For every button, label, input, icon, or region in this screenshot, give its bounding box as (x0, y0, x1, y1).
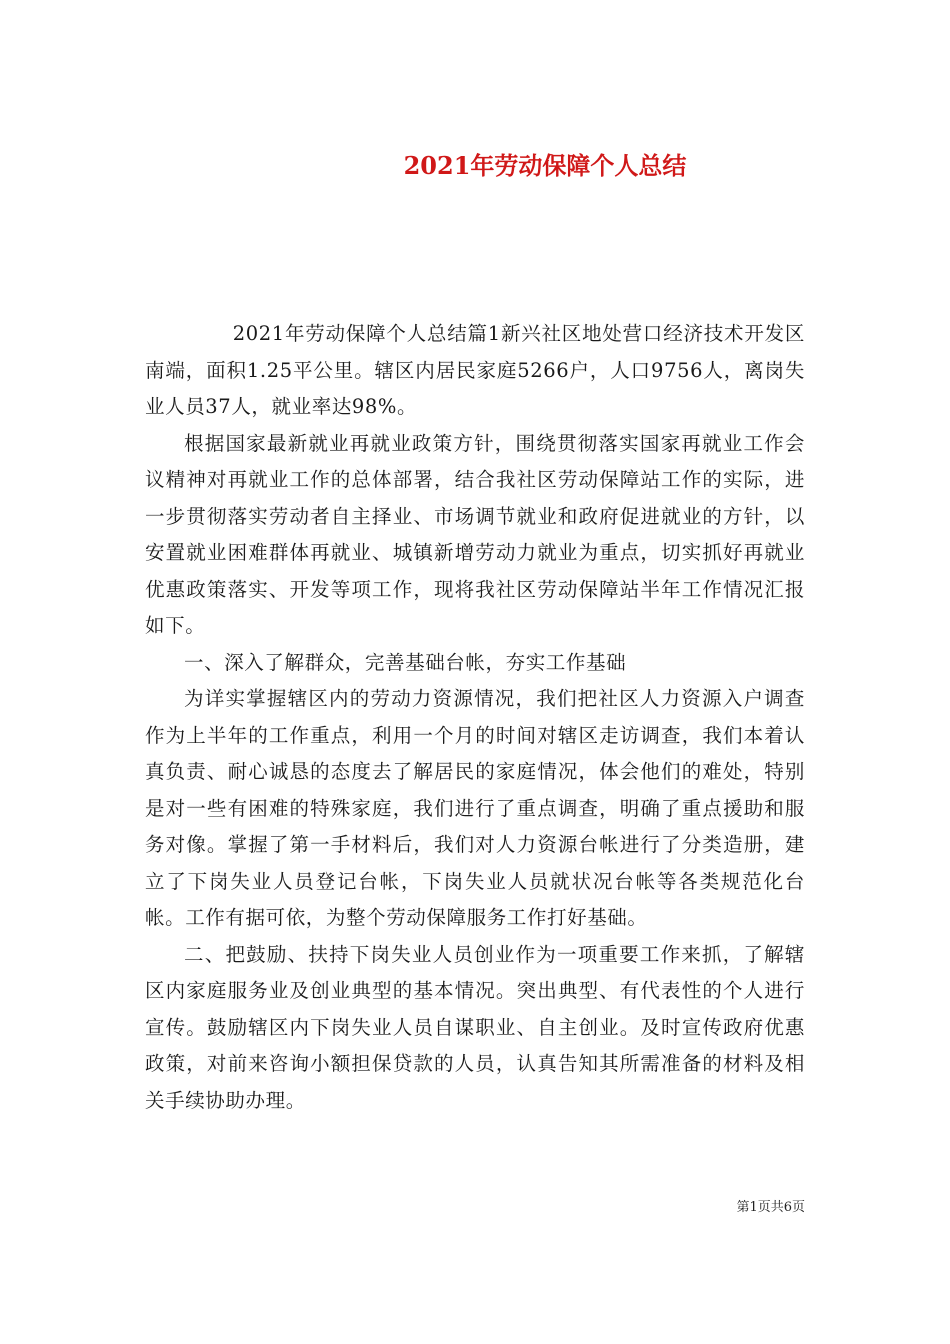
section-heading-2: 二、把鼓励、扶持下岗失业人员创业作为一项重要工作来抓，了解辖区内家庭服务业及创业典型的基本情况。突出典型、有代表性的个人进行宣传。鼓励辖区内下岗失业人员自谋职业、自主创业。及时宣传政府优惠政策，对前来咨询小额担保贷款的人员，认真告知其所需准备的材料及相关手续协助办理。 (145, 942, 805, 1112)
document-body (145, 316, 805, 1119)
paragraph-survey: 为详实掌握辖区内的劳动力资源情况，我们把社区人力资源入户调查作为上半年的工作重点，利用一个月的时间对辖区走访调查，我们本着认真负责、耐心诚恳的态度去了解居民的家庭情况，体会他们的难处，特别是对一些有困难的特殊家庭，我们进行了重点调查，明确了重点援助和服务对像。掌握了第一手材料后，我们对人力资源台帐进行了分类造册，建立了下岗失业人员登记台帐，下岗失业人员就状况台帐等各类规范化台帐。工作有据可依，为整个劳动保障服务工作打好基础。 (145, 687, 805, 929)
document-title: 2021年劳动保障个人总结 (403, 151, 687, 181)
section-heading-1: 一、深入了解群众，完善基础台帐，夯实工作基础 (184, 650, 627, 674)
page-number: 第1页共6页 (736, 1200, 805, 1215)
paragraph-policy: 根据国家最新就业再就业政策方针，围绕贯彻落实国家再就业工作会议精神对再就业工作的总体部署，结合我社区劳动保障站工作的实际，进一步贯彻落实劳动者自主择业、市场调节就业和政府促进就业的方针，以安置就业困难群体再就业、城镇新增劳动力就业为重点，切实抓好再就业优惠政策落实、开发等项工作，现将我社区劳动保障站半年工作情况汇报如下。 (145, 431, 805, 637)
paragraph-intro: 2021年劳动保障个人总结篇1新兴社区地处营口经济技术开发区南端，面积1.25平公里。辖区内居民家庭5266户，人口9756人，离岗失业人员37人，就业率达98%。 (145, 322, 805, 418)
